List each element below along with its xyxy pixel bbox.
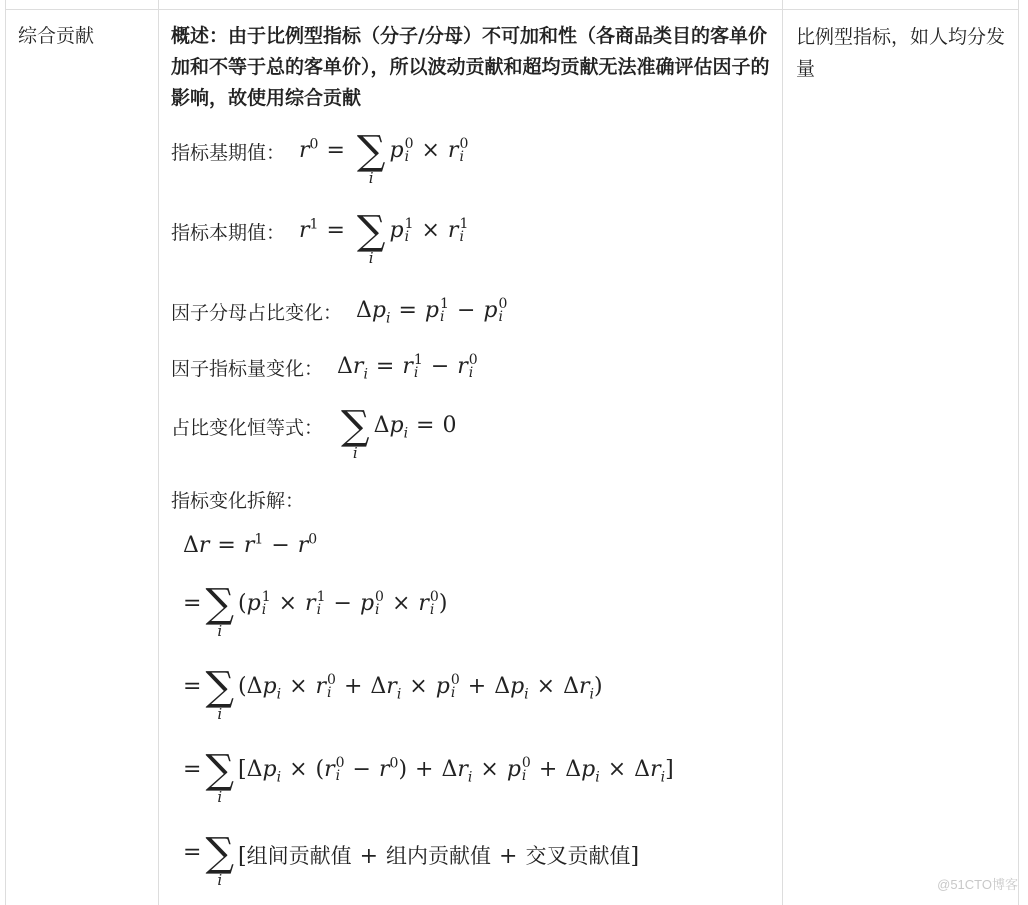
- formula-share-identity: ∑ i $\Delta p_i = 0$: [341, 403, 457, 462]
- formula-step-4: = ∑ i [$\Delta p_i \times (r$ 0 i − $r^0) + \Delta r_i \times p$ 0 i + $\Delta p_i \times \Delta r_i$]: [183, 747, 674, 806]
- overview-text: 概述：由于比例型指标（分子/分母）不可加和性（各商品类目的客单价加和不等于总的客单价），所以波动贡献和超均贡献无法准确评估因子的影响，故使用综合贡献: [171, 25, 770, 109]
- definition-label: 指标基期值：: [171, 142, 286, 164]
- definition-metric-change: [171, 350, 478, 381]
- cell-method-name: [6, 11, 158, 61]
- cross-contribution: 交叉贡献值: [525, 844, 631, 868]
- formula-step-2: = ∑ i (p 1 i × r 1 i − p 0 i × r 0 i ): [183, 581, 448, 640]
- formula-step-1: $\Delta r = r^1 - r^0$: [183, 531, 318, 558]
- metrics-table: [5, 0, 1019, 905]
- definition-base-value: [171, 128, 469, 187]
- formula-share-change: $\Delta p_i = p$ 1 i − p 0 i: [356, 296, 508, 327]
- formula-base-value: $r^0$ = ∑ i p 0 i × r 0 i: [299, 128, 469, 187]
- definition-label: 因子分母占比变化：: [171, 302, 343, 324]
- formula-step-5: = ∑ i [组间贡献值 + 组内贡献值 + 交叉贡献值]: [183, 830, 640, 889]
- definition-label: 因子指标量变化：: [171, 358, 324, 380]
- sum-symbol: ∑ i: [341, 403, 370, 462]
- within-group-contribution: 组内贡献值: [386, 844, 492, 868]
- sum-symbol: ∑ i: [205, 664, 234, 723]
- sum-symbol: ∑ i: [356, 128, 386, 187]
- decomposition-step-2: [183, 581, 448, 640]
- method-name: 综合贡献: [18, 25, 95, 47]
- decomposition-step-5: [183, 830, 640, 889]
- formula-metric-change: $\Delta r_i = r$ 1 i − r 0 i: [337, 352, 478, 383]
- cell-description: [159, 11, 783, 905]
- between-group-contribution: 组间贡献值: [246, 844, 352, 868]
- applicable-type-text: 比例型指标，如人均分发量: [796, 26, 1006, 80]
- formula-step-3: = ∑ i ($\Delta p_i \times r$ 0 i + $\Delta r_i \times p$ 0 i + $\Delta p_i \times \Delta r_i$): [183, 664, 603, 723]
- definition-label: 指标本期值：: [171, 222, 286, 244]
- watermark: @51CTO博客: [937, 877, 1018, 892]
- sum-symbol: ∑ i: [205, 747, 234, 806]
- formula-current-value: $r^1$ = ∑ i p 1 i × r 1 i: [299, 208, 469, 267]
- sum-symbol: ∑ i: [205, 581, 234, 640]
- sum-symbol: ∑ i: [356, 208, 386, 267]
- definition-label: 占比变化恒等式：: [171, 417, 324, 439]
- decomposition-step-4: [183, 747, 674, 806]
- decomposition-step-3: [183, 664, 603, 723]
- definition-share-identity: [171, 403, 457, 462]
- decomposition-step-1: [183, 529, 317, 558]
- definition-current-value: [171, 208, 469, 267]
- sum-symbol: ∑ i: [205, 830, 234, 889]
- decomposition-heading: [171, 486, 318, 513]
- cell-applicable-type: [784, 11, 1019, 95]
- definition-share-change: [171, 294, 507, 325]
- decomposition-label: 指标变化拆解：: [171, 490, 305, 512]
